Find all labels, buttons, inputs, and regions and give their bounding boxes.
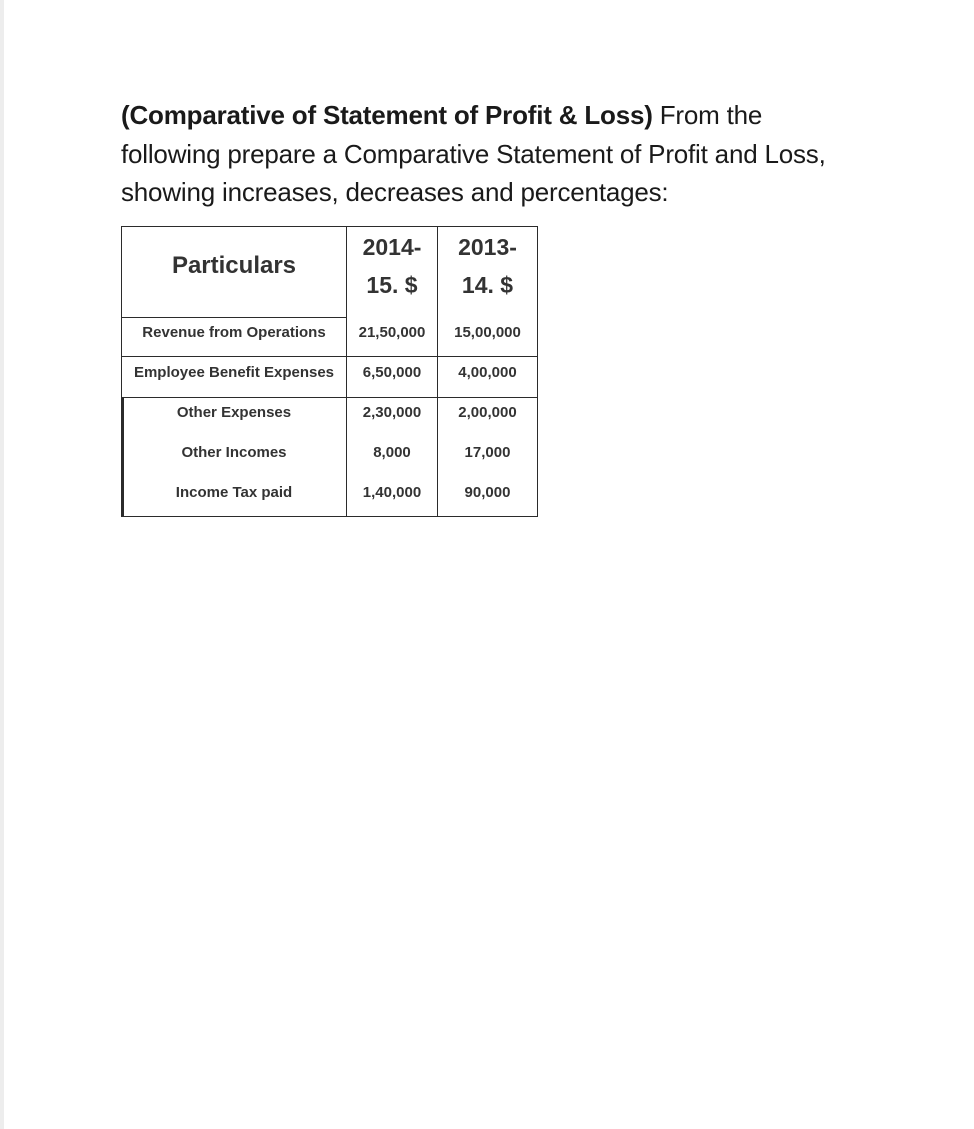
header-year-2014-15	[347, 227, 437, 304]
header-year-2013-14-line2: 14. $	[461, 271, 514, 298]
row-label-revenue: Revenue from Operations	[142, 323, 326, 341]
header-particulars: Particulars	[171, 251, 297, 279]
question-line-2: following prepare a Comparative Statement of Profit and Loss,	[121, 138, 826, 169]
question-line-3: showing increases, decreases and percentages:	[121, 177, 669, 207]
row-value-2014-15: 6,50,000	[362, 363, 422, 381]
row-label-other-incomes: Other Incomes	[181, 443, 287, 461]
row-label-employee-benefit: Employee Benefit Expenses	[133, 363, 335, 381]
header-year-2014-15-line1: 2014-	[362, 233, 422, 260]
row-value-2013-14: 2,00,000	[458, 403, 517, 421]
row-value-2014-15: 21,50,000	[358, 323, 426, 341]
row-label-income-tax: Income Tax paid	[175, 483, 293, 501]
header-year-2013-14-line1: 2013-	[458, 233, 517, 260]
row-value-2013-14: 15,00,000	[454, 323, 521, 341]
header-year-2014-15-line2: 15. $	[366, 271, 418, 298]
row-value-2014-15: 8,000	[373, 443, 411, 461]
row-value-2013-14: 90,000	[464, 483, 511, 501]
question-text	[121, 96, 881, 212]
row-value-2014-15: 1,40,000	[362, 483, 422, 501]
page-left-edge	[0, 0, 4, 1129]
question-title: (Comparative of Statement of Profit & Loss)	[121, 100, 653, 130]
profit-loss-table	[121, 226, 538, 517]
row-value-2013-14: 4,00,000	[458, 363, 517, 381]
header-year-2013-14	[438, 227, 537, 304]
question-line-1	[121, 96, 881, 135]
row-value-2013-14: 17,000	[464, 443, 511, 461]
question-intro: From the	[659, 100, 763, 130]
row-value-2014-15: 2,30,000	[362, 403, 422, 421]
row-label-other-expenses: Other Expenses	[176, 403, 292, 421]
